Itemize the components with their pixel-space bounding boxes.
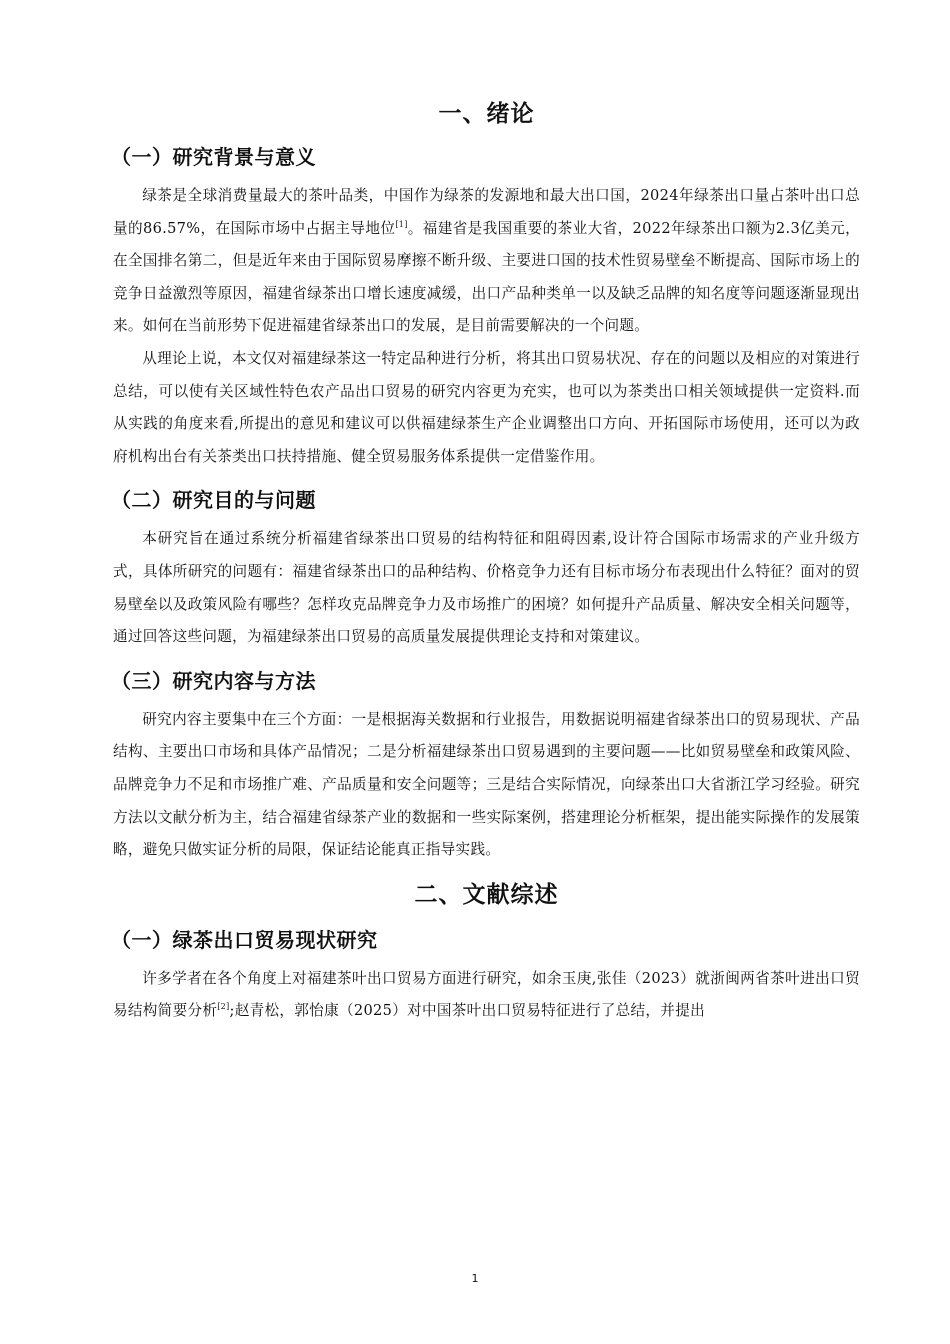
citation-ref: [1] — [395, 219, 408, 229]
body-paragraph — [113, 180, 860, 343]
body-paragraph — [113, 963, 860, 1028]
paragraph-text: 。福建省是我国重要的茶业大省，2022年绿茶出口额为2.3亿美元，在全国排名第二，但是近年来由于国际贸易摩擦不断升级、主要进口国的技术性贸易壁垒不断提高、国际市场上的竞争日益激烈等原因，福建省绿茶出口增长速度减缓，出口产品种类单一以及缺乏品牌的知名度等问题逐渐显现出来。如何在当前形势下促进福建省绿茶出口的发展，是目前需要解决的一个问题。 — [113, 219, 860, 335]
section-heading: （二）研究目的与问题 — [111, 488, 316, 513]
body-paragraph: 从理论上说，本文仅对福建绿茶这一特定品种进行分析，将其出口贸易状况、存在的问题以及相应的对策进行总结，可以使有关区域性特色农产品出口贸易的研究内容更为充实，也可以为茶类出口相关领域提供一定资料.而从实践的角度来看,所提出的意见和建议可以供福建绿茶生产企业调整出口方向、开拓国际市场使用，还可以为政府机构出台有关茶类出口扶持措施、健全贸易服务体系提供一定借鉴作用。 — [113, 349, 860, 465]
paragraph-text: 绿茶是全球消费量最大的茶叶品类，中国作为绿茶的发源地和最大出口国，2024年绿茶出口量占茶叶出口总量的86.57%，在国际市场中占据主导地位 — [113, 187, 860, 237]
section-heading: （一）研究背景与意义 — [111, 145, 316, 169]
paragraph-text: 许多学者在各个角度上对福建茶叶出口贸易方面进行研究，如余玉庚,张佳（2023）就浙闽两省茶叶进出口贸易结构简要分析 — [113, 969, 860, 1020]
body-paragraph: 本研究旨在通过系统分析福建省绿茶出口贸易的结构特征和阻碍因素,设计符合国际市场需求的产业升级方式，具体所研究的问题有：福建省绿茶出口的品种结构、价格竞争力还有目标市场分布表现出什么特征？面对的贸易壁垒以及政策风险有哪些？怎样攻克品牌竞争力及市场推广的困境？如何提升产品质量、解决安全相关问题等，通过回答这些问题，为福建绿茶出口贸易的高质量发展提供理论支持和对策建议。 — [113, 530, 860, 646]
chapter-title: 二、文献综述 — [414, 881, 559, 908]
section-heading: （三）研究内容与方法 — [111, 668, 316, 693]
section-heading: （一）绿茶出口贸易现状研究 — [111, 927, 378, 952]
citation-ref: [2] — [217, 1002, 230, 1012]
page-content — [113, 96, 860, 1028]
page-number: 1 — [471, 1272, 479, 1285]
paragraph-text: ;赵青松，郭怡康（2025）对中国茶叶出口贸易特征进行了总结，并提出 — [229, 1002, 705, 1020]
chapter-title: 一、绪论 — [438, 101, 535, 127]
body-paragraph: 研究内容主要集中在三个方面：一是根据海关数据和行业报告，用数据说明福建省绿茶出口的贸易现状、产品结构、主要出口市场和具体产品情况；二是分析福建绿茶出口贸易遇到的主要问题——比如贸易壁垒和政策风险、品牌竞争力不足和市场推广难、产品质量和安全问题等；三是结合实际情况，向绿茶出口大省浙江学习经验。研究方法以文献分析为主，结合福建省绿茶产业的数据和一些实际案例，搭建理论分析框架，提出能实际操作的发展策略，避免只做实证分析的局限，保证结论能真正指导实践。 — [113, 710, 860, 859]
